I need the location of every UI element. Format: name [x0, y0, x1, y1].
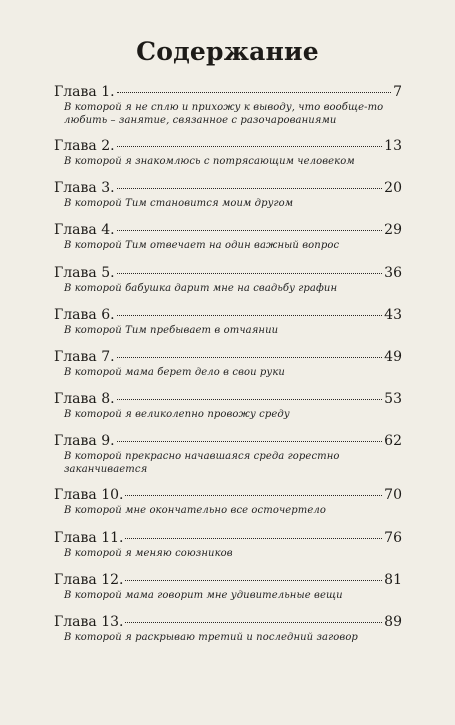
toc-entry	[54, 180, 402, 222]
chapter-label: Глава 4.	[54, 222, 115, 239]
chapter-label: Глава 1.	[54, 84, 115, 100]
toc-line	[54, 530, 402, 546]
toc-entry	[54, 614, 402, 656]
chapter-label: Глава 3.	[54, 180, 115, 197]
chapter-description: В которой я великолепно провожу среду	[64, 409, 290, 421]
dot-leader	[125, 580, 382, 581]
toc-entry	[54, 433, 402, 487]
chapter-label: Глава 13.	[54, 613, 124, 630]
chapter-description: В которой мне окончательно все осточертело	[64, 505, 326, 517]
chapter-description: В которой я раскрываю третий и последний заговор	[64, 631, 358, 643]
page-number: 89	[384, 613, 402, 630]
page-number: 7	[393, 84, 402, 100]
chapter-label: Глава 11.	[54, 529, 124, 546]
chapter-description: В которой я не сплю и прихожу к выводу, что вообще-то любить – занятие, связанное с разочарованиями	[64, 102, 384, 126]
toc-entry	[54, 391, 402, 433]
page-number: 53	[384, 391, 402, 408]
toc-line	[54, 265, 402, 281]
chapter-description: В которой мама говорит мне удивительные вещи	[64, 589, 343, 601]
dot-leader	[117, 188, 383, 189]
toc-line	[54, 572, 402, 588]
chapter-label: Глава 6.	[54, 306, 115, 323]
dot-leader	[125, 538, 382, 539]
toc-entry	[54, 530, 402, 572]
chapter-description: В которой Тим становится моим другом	[64, 198, 294, 210]
toc-line	[54, 614, 402, 630]
toc-entry	[54, 307, 402, 349]
page-number: 70	[384, 487, 402, 504]
chapter-label: Глава 10.	[54, 487, 124, 504]
toc-entry	[54, 222, 402, 264]
chapter-label: Глава 5.	[54, 264, 115, 281]
toc-entry	[54, 572, 402, 614]
chapter-label: Глава 2.	[54, 138, 115, 154]
dot-leader	[117, 441, 383, 442]
chapter-description: В которой Тим отвечает на один важный вопрос	[64, 240, 340, 252]
toc-line	[54, 349, 402, 365]
chapter-description: В которой мама берет дело в свои руки	[64, 366, 285, 378]
toc-line	[54, 138, 402, 154]
dot-leader	[117, 357, 383, 358]
page-number: 49	[384, 348, 402, 365]
chapter-description: В которой я меняю союзников	[64, 547, 233, 559]
page-number: 81	[384, 571, 402, 588]
page-number: 13	[384, 138, 402, 154]
chapter-label: Глава 7.	[54, 348, 115, 365]
dot-leader	[117, 230, 383, 231]
toc-line	[54, 433, 402, 449]
toc-entry	[54, 349, 402, 391]
page-number: 43	[384, 306, 402, 323]
chapter-description: В которой Тим пребывает в отчаянии	[64, 324, 279, 336]
page-number: 62	[384, 433, 402, 450]
dot-leader	[125, 495, 382, 496]
chapter-label: Глава 9.	[54, 433, 115, 450]
chapter-label: Глава 12.	[54, 571, 124, 588]
toc-line	[54, 487, 402, 503]
toc-entry	[54, 138, 402, 180]
chapter-description: В которой бабушка дарит мне на свадьбу графин	[64, 282, 338, 294]
toc-line	[54, 391, 402, 407]
dot-leader	[125, 622, 382, 623]
toc-line	[54, 180, 402, 196]
chapter-label: Глава 8.	[54, 391, 115, 408]
toc-entry	[54, 265, 402, 307]
page-number: 20	[384, 180, 402, 197]
dot-leader	[117, 315, 383, 316]
toc-line	[54, 84, 402, 100]
chapter-description: В которой прекрасно начавшаяся среда горестно заканчивается	[64, 451, 340, 476]
page-number: 29	[384, 222, 402, 239]
dot-leader	[117, 399, 383, 400]
page-number: 36	[384, 264, 402, 281]
page-number: 76	[384, 529, 402, 546]
dot-leader	[117, 92, 392, 93]
toc-entry	[54, 84, 402, 138]
dot-leader	[117, 146, 383, 147]
chapter-description: В которой я знакомлюсь с потрясающим человеком	[64, 156, 355, 167]
dot-leader	[117, 273, 383, 274]
table-of-contents	[54, 84, 402, 656]
toc-line	[54, 222, 402, 238]
toc-line	[54, 307, 402, 323]
page-title: Содержание	[136, 37, 319, 66]
toc-entry	[54, 487, 402, 529]
